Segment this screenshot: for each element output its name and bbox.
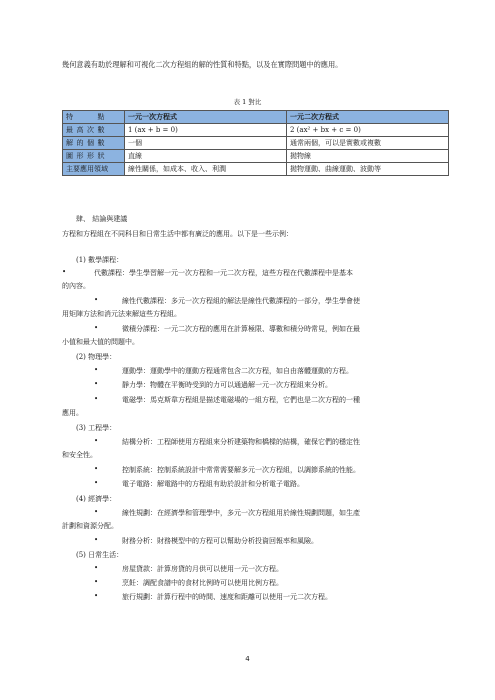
page-number: 4 [245,655,250,663]
table-caption: 表 1 對比 [233,98,262,106]
list-item-line: 的內容。 [62,282,90,290]
table-header-row [63,111,449,124]
bullet-glyph: • [94,592,99,600]
table-header-cell: 一元一次方程式 [125,111,287,124]
list-item-line: 電磁學：馬克斯韋方程組是描述電磁場的一組方程，它們也是二次方程的一種 [122,396,360,404]
list-item-line: 用矩陣方法和消元法來解這些方程組。 [62,310,181,318]
bullet-glyph: • [94,380,99,388]
table-cell: 1 (ax + b = 0) [125,124,287,137]
subject-title: (1) 數學課程： [76,256,124,264]
table-header-cell: 一元二次方程式 [287,111,449,124]
bullet-glyph: • [62,268,67,276]
bullet-glyph: • [94,437,99,445]
bullet-glyph: • [94,465,99,473]
list-item-line: 代數課程：學生學習解一元一次方程和一元二次方程，這些方程在代數課程中是基本 [94,269,353,277]
list-item-line: 房屋貸款：計算房貸的月供可以使用一元一次方程。 [122,565,283,573]
bullet-glyph: • [94,578,99,586]
subject-title: (4) 經濟學： [76,495,117,503]
list-item-line: 運動學：運動學中的運動方程通常包含二次方程，如自由落體運動的方程。 [122,367,353,375]
list-item-line: 線性規劃：在經濟學和管理學中，多元一次方程組用於線性規劃問題，如生產 [122,509,360,517]
bullet-glyph: • [94,508,99,516]
list-item-line: 控制系統：控制系統設計中常常需要解多元一次方程組，以調節系統的性能。 [122,466,360,474]
table-cell: 一個 [125,137,287,150]
table-row [63,150,449,163]
list-item-line: 微積分課程：一元二次方程的應用在計算極限、導數和積分時常見，例如在最 [122,325,360,333]
bullet-glyph: • [94,564,99,572]
bullet-glyph: • [94,324,99,332]
table-row-label: 解的個數 [63,137,125,150]
table-row [63,163,449,176]
subject-title: (5) 日常生活： [76,551,124,559]
bullet-glyph: • [94,536,99,544]
table-cell: 拋物運動、曲線運動、波動等 [287,163,449,176]
table-cell: 線性關係，如成本、收入、利潤 [125,163,287,176]
section-heading: 肆、 結論與建議 [76,215,128,223]
comparison-table [62,110,449,176]
list-item-line: 財務分析：財務模型中的方程可以幫助分析投資回報率和風險。 [122,537,318,545]
table-cell: 2 (ax² + bx + c = 0) [287,124,449,137]
table-header-cell: 特 點 [63,111,125,124]
list-item-line: 和安全性。 [62,451,97,459]
list-item-line: 電子電路：解電路中的方程組有助於設計和分析電子電路。 [122,480,304,488]
subject-title: (3) 工程學： [76,424,117,432]
list-item-line: 結構分析：工程師使用方程組來分析建築物和橋樑的結構，確保它們的穩定性 [122,438,360,446]
list-item-line: 烹飪：調配食譜中的食材比例時可以使用比例方程。 [122,579,283,587]
list-item-line: 計劃和資源分配。 [62,522,118,530]
table-row-label: 主要應用領域 [63,163,125,176]
list-item-line: 小值和最大值的問題中。 [62,338,139,346]
table-row [63,137,449,150]
bullet-glyph: • [94,395,99,403]
list-item-line: 旅行規劃：計算行程中的時間、速度和距離可以使用一元二次方程。 [122,593,332,601]
table-row [63,124,449,137]
list-item-line: 線性代數課程：多元一次方程組的解法是線性代數課程的一部分，學生學會使 [122,297,360,305]
table-cell: 通常兩個，可以是實數或複數 [287,137,449,150]
list-item-line: 應用。 [62,409,83,417]
table-row-label: 圖形形狀 [63,150,125,163]
bullet-glyph: • [94,366,99,374]
table-cell: 拋物線 [287,150,449,163]
intro-paragraph: 幾何意義有助於理解和可視化二次方程組的解的性質和特點，以及在實際問題中的應用。 [62,60,343,69]
section-intro: 方程和方程組在不同科目和日常生活中都有廣泛的應用。以下是一些示例： [62,230,293,238]
table-cell: 直線 [125,150,287,163]
subject-title: (2) 物理學： [76,353,117,361]
bullet-glyph: • [94,479,99,487]
table-row-label: 最高次數 [63,124,125,137]
bullet-glyph: • [94,296,99,304]
list-item-line: 靜力學：物體在平衡時受到的力可以通過解一元一次方程組來分析。 [122,381,332,389]
